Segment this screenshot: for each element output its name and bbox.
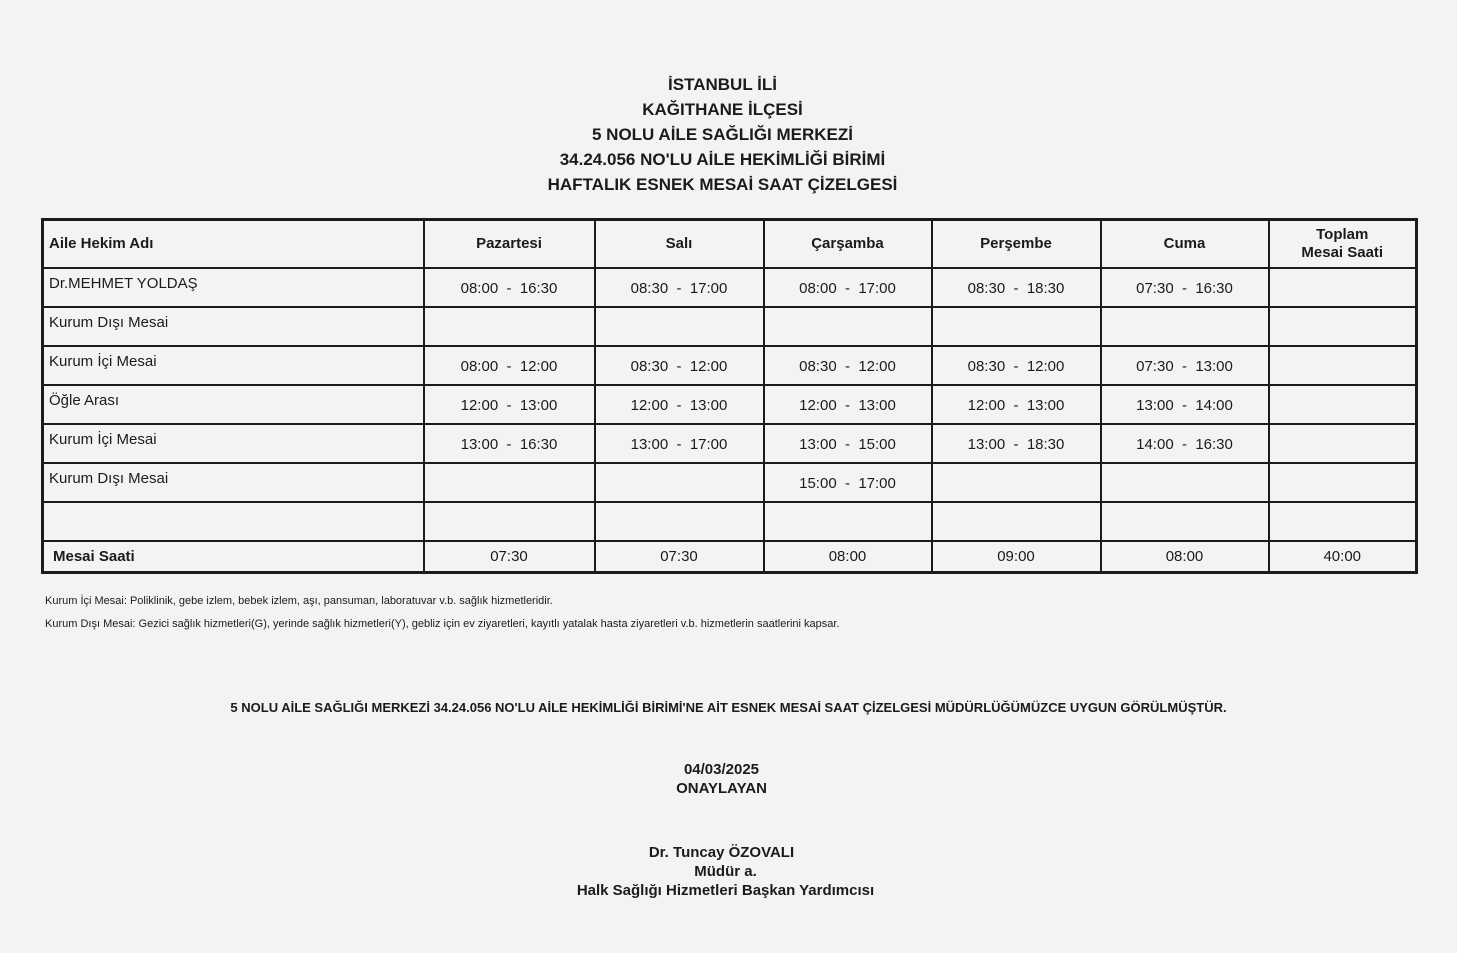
row-label: Dr.MEHMET YOLDAŞ	[43, 268, 424, 307]
approver-label: ONAYLAYAN	[676, 780, 767, 797]
cell-wednesday: 08:00 - 17:00	[764, 268, 932, 307]
header-friday: Cuma	[1101, 220, 1269, 268]
signatory-block	[0, 843, 1457, 900]
cell-monday	[424, 307, 595, 346]
total-monday: 07:30	[424, 541, 595, 573]
cell-total	[1269, 346, 1417, 385]
cell-tuesday: 08:30 - 12:00	[595, 346, 764, 385]
footnote-external-hours: Kurum Dışı Mesai: Gezici sağlık hizmetleri(G), yerinde sağlık hizmetleri(Y), gebliz için ev ziyaretleri, kayıtlı yatalak hasta ziyaretleri v.b. hizmetlerin saatlerini kapsar.	[45, 618, 840, 630]
cell-thursday	[932, 463, 1101, 502]
header-thursday: Perşembe	[932, 220, 1101, 268]
row-label: Kurum Dışı Mesai	[43, 307, 424, 346]
cell-thursday: 12:00 - 13:00	[932, 385, 1101, 424]
signatory-title: Halk Sağlığı Hizmetleri Başkan Yardımcısı	[576, 882, 875, 899]
table-row	[43, 307, 1417, 346]
header-province: İSTANBUL İLİ	[668, 75, 777, 94]
cell-friday	[1101, 307, 1269, 346]
cell-monday	[424, 502, 595, 541]
total-friday: 08:00	[1101, 541, 1269, 573]
total-row-label: Mesai Saati	[43, 541, 424, 573]
header-tuesday: Salı	[595, 220, 764, 268]
table-total-row	[43, 541, 1417, 573]
total-tuesday: 07:30	[595, 541, 764, 573]
schedule-table	[41, 218, 1418, 574]
table-row	[43, 424, 1417, 463]
cell-monday	[424, 463, 595, 502]
cell-tuesday	[595, 307, 764, 346]
header-unit: 34.24.056 NO'LU AİLE HEKİMLİĞİ BİRİMİ	[559, 150, 886, 169]
row-label	[43, 502, 424, 541]
cell-friday: 07:30 - 16:30	[1101, 268, 1269, 307]
cell-wednesday: 13:00 - 15:00	[764, 424, 932, 463]
cell-wednesday: 08:30 - 12:00	[764, 346, 932, 385]
cell-total	[1269, 424, 1417, 463]
row-label: Kurum İçi Mesai	[43, 424, 424, 463]
header-total-hours	[1269, 220, 1417, 268]
header-total-line2: Mesai Saati	[1301, 243, 1384, 261]
cell-total	[1269, 307, 1417, 346]
cell-thursday	[932, 502, 1101, 541]
total-week: 40:00	[1269, 541, 1417, 573]
header-health-center: 5 NOLU AİLE SAĞLIĞI MERKEZİ	[592, 125, 853, 144]
cell-thursday: 13:00 - 18:30	[932, 424, 1101, 463]
table-row	[43, 268, 1417, 307]
cell-thursday: 08:30 - 12:00	[932, 346, 1101, 385]
row-label: Kurum İçi Mesai	[43, 346, 424, 385]
cell-thursday: 08:30 - 18:30	[932, 268, 1101, 307]
cell-total	[1269, 268, 1417, 307]
cell-monday: 08:00 - 12:00	[424, 346, 595, 385]
cell-friday	[1101, 463, 1269, 502]
cell-wednesday	[764, 502, 932, 541]
cell-tuesday	[595, 502, 764, 541]
footnote-internal-hours: Kurum İçi Mesai: Poliklinik, gebe izlem, bebek izlem, aşı, pansuman, laboratuvar v.b. sağlık hizmetleridir.	[45, 595, 553, 607]
total-wednesday: 08:00	[764, 541, 932, 573]
table-row	[43, 502, 1417, 541]
header-total-line1: Toplam	[1316, 225, 1369, 243]
cell-tuesday	[595, 463, 764, 502]
cell-friday	[1101, 502, 1269, 541]
cell-friday: 13:00 - 14:00	[1101, 385, 1269, 424]
cell-total	[1269, 502, 1417, 541]
row-label: Kurum Dışı Mesai	[43, 463, 424, 502]
approval-block	[0, 760, 1457, 798]
table-row	[43, 463, 1417, 502]
table-row	[43, 346, 1417, 385]
table-row	[43, 385, 1417, 424]
cell-tuesday: 13:00 - 17:00	[595, 424, 764, 463]
header-district: KAĞITHANE İLÇESİ	[642, 100, 803, 119]
approval-date: 04/03/2025	[683, 761, 760, 778]
total-thursday: 09:00	[932, 541, 1101, 573]
cell-wednesday	[764, 307, 932, 346]
cell-monday: 12:00 - 13:00	[424, 385, 595, 424]
cell-thursday	[932, 307, 1101, 346]
cell-wednesday: 15:00 - 17:00	[764, 463, 932, 502]
cell-wednesday: 12:00 - 13:00	[764, 385, 932, 424]
document-title: HAFTALIK ESNEK MESAİ SAAT ÇİZELGESİ	[547, 175, 898, 194]
header-monday: Pazartesi	[424, 220, 595, 268]
document-header	[0, 72, 1457, 197]
row-label: Öğle Arası	[43, 385, 424, 424]
cell-tuesday: 12:00 - 13:00	[595, 385, 764, 424]
table-header-row	[43, 220, 1417, 268]
cell-friday: 14:00 - 16:30	[1101, 424, 1269, 463]
cell-total	[1269, 463, 1417, 502]
header-doctor-name: Aile Hekim Adı	[43, 220, 424, 268]
cell-friday: 07:30 - 13:00	[1101, 346, 1269, 385]
footnotes	[45, 590, 840, 636]
cell-monday: 08:00 - 16:30	[424, 268, 595, 307]
cell-total	[1269, 385, 1417, 424]
approval-statement: 5 NOLU AİLE SAĞLIĞI MERKEZİ 34.24.056 NO'LU AİLE HEKİMLİĞİ BİRİMİ'NE AİT ESNEK MESAİ SAAT ÇİZELGESİ MÜDÜRLÜĞÜMÜZCE UYGUN GÖRÜLMÜŞTÜR.	[230, 700, 1227, 715]
cell-monday: 13:00 - 16:30	[424, 424, 595, 463]
cell-tuesday: 08:30 - 17:00	[595, 268, 764, 307]
signatory-role: Müdür a.	[694, 863, 757, 880]
header-wednesday: Çarşamba	[764, 220, 932, 268]
signatory-name: Dr. Tuncay ÖZOVALI	[648, 844, 795, 861]
